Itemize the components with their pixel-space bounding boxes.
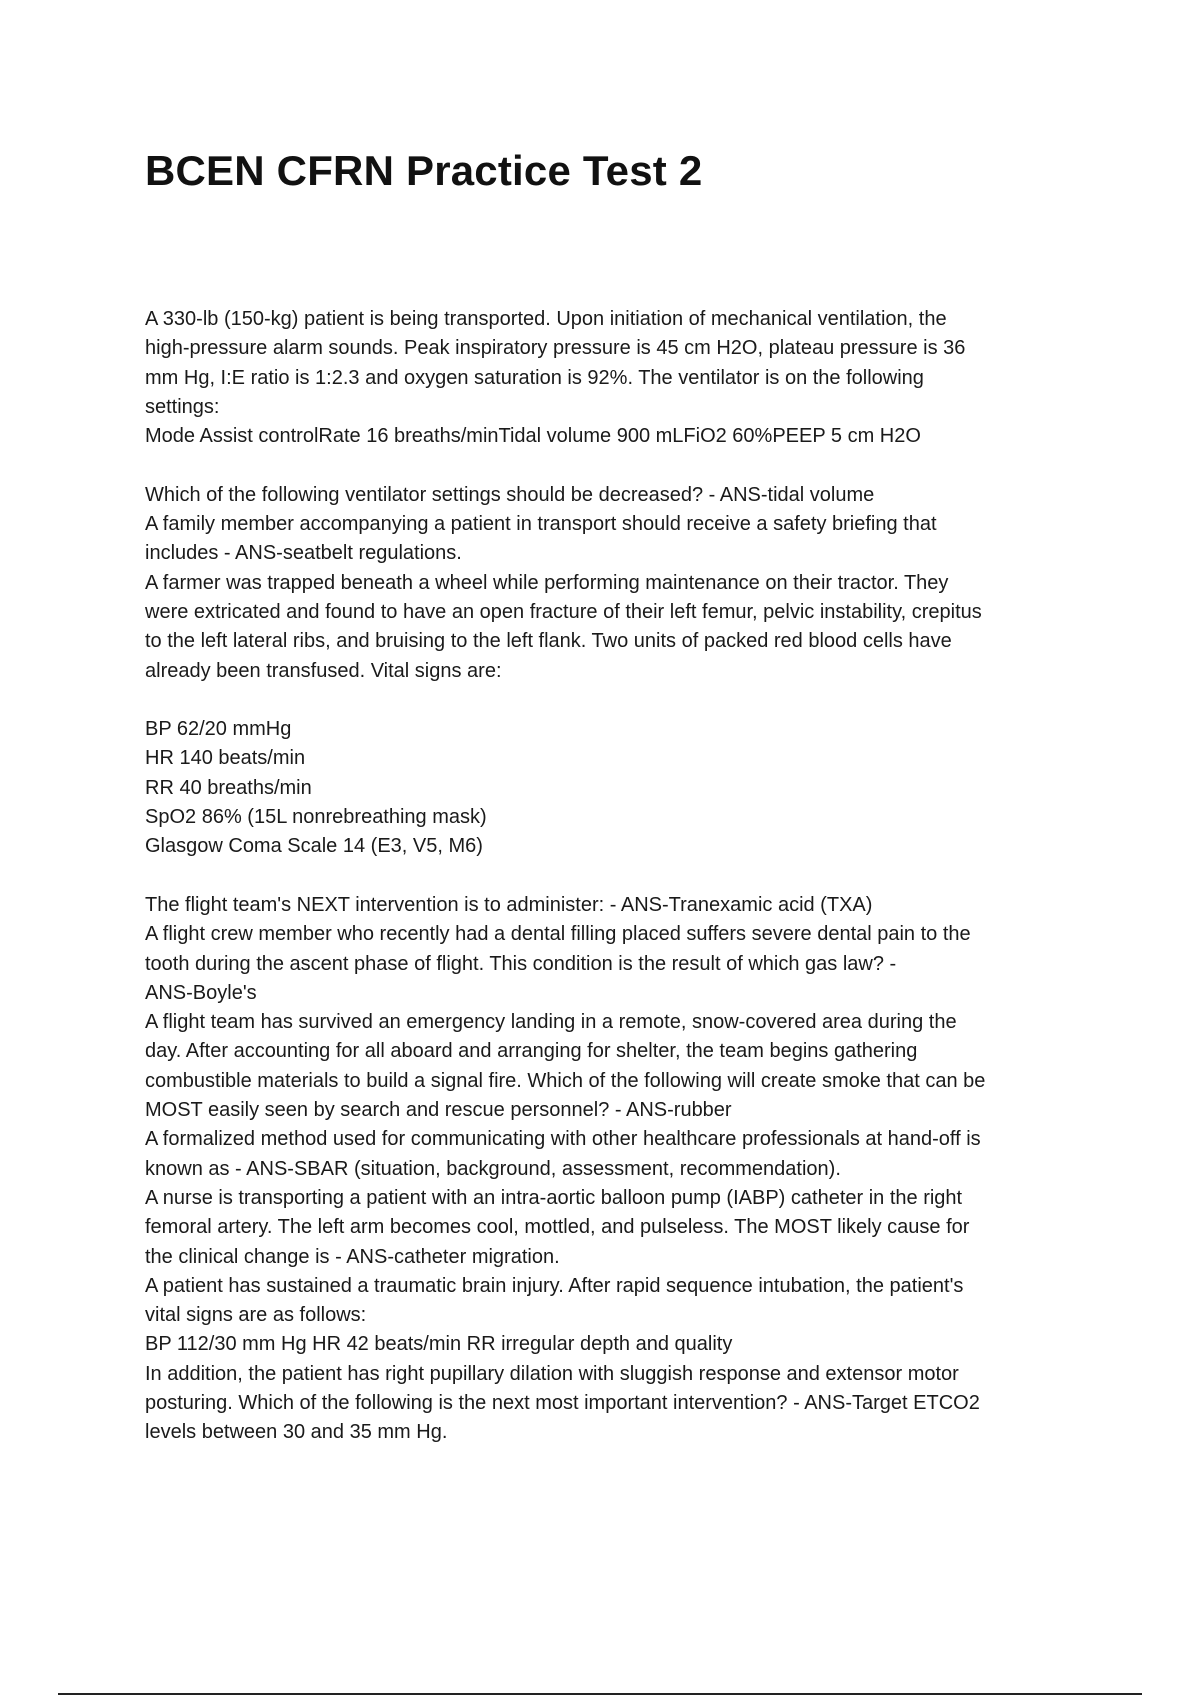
text-line: A formalized method used for communicating with other healthcare professionals at hand-off is bbox=[145, 1128, 981, 1151]
text-line: Which of the following ventilator settings should be decreased? - ANS-tidal volume bbox=[145, 483, 875, 506]
text-line: A nurse is transporting a patient with an intra-aortic balloon pump (IABP) catheter in the right bbox=[145, 1186, 963, 1209]
text-line: Mode Assist controlRate 16 breaths/minTidal volume 900 mLFiO2 60%PEEP 5 cm H2O bbox=[145, 425, 921, 448]
text-line: MOST easily seen by search and rescue personnel? - ANS-rubber bbox=[145, 1099, 732, 1122]
text-line: day. After accounting for all aboard and arranging for shelter, the team begins gathering bbox=[145, 1040, 918, 1063]
text-line: includes - ANS-seatbelt regulations. bbox=[145, 542, 462, 565]
text-line: known as - ANS-SBAR (situation, background, assessment, recommendation). bbox=[145, 1157, 841, 1180]
blank-line bbox=[145, 862, 1090, 891]
text-line: HR 140 beats/min bbox=[145, 747, 306, 770]
text-line: vital signs are as follows: bbox=[145, 1304, 367, 1327]
text-line: ANS-Boyle's bbox=[145, 981, 257, 1004]
text-line: already been transfused. Vital signs are: bbox=[145, 659, 502, 682]
text-line: A farmer was trapped beneath a wheel while performing maintenance on their tractor. They bbox=[145, 571, 949, 594]
text-line: mm Hg, I:E ratio is 1:2.3 and oxygen saturation is 92%. The ventilator is on the following bbox=[145, 366, 924, 389]
document-body bbox=[145, 305, 1090, 1448]
text-line: BP 112/30 mm Hg HR 42 beats/min RR irregular depth and quality bbox=[145, 1333, 733, 1356]
text-line: A 330-lb (150-kg) patient is being transported. Upon initiation of mechanical ventilation, the bbox=[145, 308, 947, 330]
text-line: SpO2 86% (15L nonrebreathing mask) bbox=[145, 806, 487, 829]
text-line: A patient has sustained a traumatic brain injury. After rapid sequence intubation, the patient's bbox=[145, 1274, 964, 1297]
text-line: RR 40 breaths/min bbox=[145, 776, 312, 799]
page-title: BCEN CFRN Practice Test 2 bbox=[145, 147, 703, 194]
text-line: A flight team has survived an emergency landing in a remote, snow-covered area during the bbox=[145, 1011, 957, 1034]
text-line: settings: bbox=[145, 395, 220, 418]
text-line: A family member accompanying a patient in transport should receive a safety briefing that bbox=[145, 513, 937, 536]
text-line: In addition, the patient has right pupillary dilation with sluggish response and extensor motor bbox=[145, 1362, 959, 1385]
text-line: to the left lateral ribs, and bruising to the left flank. Two units of packed red blood cells have bbox=[145, 630, 952, 653]
text-line: combustible materials to build a signal fire. Which of the following will create smoke that can be bbox=[145, 1069, 986, 1092]
text-line: the clinical change is - ANS-catheter migration. bbox=[145, 1245, 560, 1268]
text-line: high-pressure alarm sounds. Peak inspiratory pressure is 45 cm H2O, plateau pressure is 36 bbox=[145, 337, 966, 360]
text-line: posturing. Which of the following is the next most important intervention? - ANS-Target ETCO2 bbox=[145, 1391, 980, 1414]
blank-line bbox=[145, 451, 1090, 480]
text-line: Glasgow Coma Scale 14 (E3, V5, M6) bbox=[145, 835, 483, 858]
footer-divider bbox=[58, 1693, 1142, 1695]
blank-line bbox=[145, 686, 1090, 715]
text-line: tooth during the ascent phase of flight. This condition is the result of which gas law? - bbox=[145, 952, 897, 975]
text-line: femoral artery. The left arm becomes cool, mottled, and pulseless. The MOST likely cause for bbox=[145, 1216, 970, 1239]
text-line: A flight crew member who recently had a dental filling placed suffers severe dental pain to the bbox=[145, 923, 971, 946]
text-line: levels between 30 and 35 mm Hg. bbox=[145, 1421, 448, 1444]
text-line: The flight team's NEXT intervention is to administer: - ANS-Tranexamic acid (TXA) bbox=[145, 893, 873, 916]
text-line: were extricated and found to have an open fracture of their left femur, pelvic instability, crepitus bbox=[145, 600, 982, 623]
text-line: BP 62/20 mmHg bbox=[145, 718, 292, 741]
